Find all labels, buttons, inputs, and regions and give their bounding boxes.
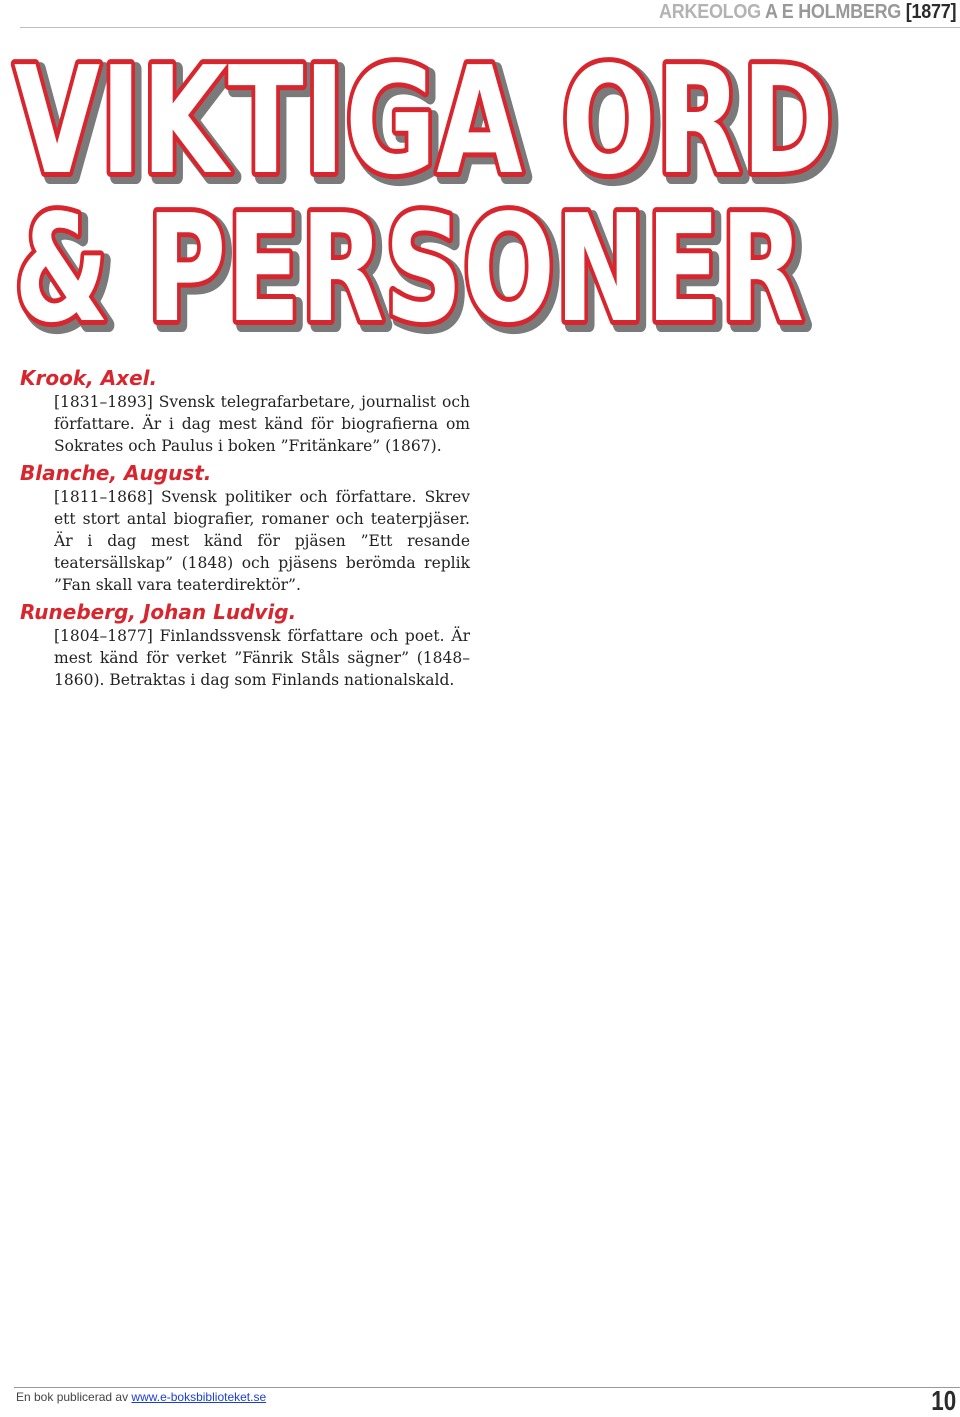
glossary-entry xyxy=(20,598,470,691)
running-head-year: [1877] xyxy=(905,1,956,23)
entry-description: [1804–1877] Finlandssvensk författare och poet. Är mest känd för verket ”Fänrik Ståls sägner” (1848–1860). Betraktas i dag som Finlands nationalskald. xyxy=(54,627,470,689)
header-divider xyxy=(20,27,960,28)
running-head-series: ARKEOLOG xyxy=(658,1,761,23)
footer-credit xyxy=(16,1390,266,1404)
entry-name: Runeberg, Johan Ludvig. xyxy=(20,600,297,625)
publisher-link[interactable]: www.e-boksbiblioteket.se xyxy=(131,1390,267,1404)
page-title xyxy=(0,30,860,340)
entry-name: Blanche, August. xyxy=(20,461,212,486)
footer-prefix: En bok publicerad av xyxy=(16,1390,132,1404)
svg-text:& PERSONER: & PERSONER xyxy=(19,188,809,340)
footer-divider xyxy=(14,1387,960,1388)
title-fill xyxy=(14,35,834,340)
svg-text:VIKTIGA ORD: VIKTIGA ORD xyxy=(14,35,834,207)
running-head-author: A E HOLMBERG xyxy=(764,1,901,23)
svg-text:& PERSONER: & PERSONER xyxy=(14,183,804,340)
glossary-entry xyxy=(20,364,470,457)
glossary-entries xyxy=(20,364,470,694)
svg-text:VIKTIGA ORD: VIKTIGA ORD xyxy=(19,40,839,212)
title-line-1: VIKTIGA ORD xyxy=(14,35,834,207)
glossary-entry xyxy=(20,459,470,596)
entry-description: [1831–1893] Svensk telegrafarbetare, journalist och författare. Är i dag mest känd för biografierna om Sokrates och Paulus i boken ”Fritänkare” (1867). xyxy=(54,393,470,455)
entry-description: [1811–1868] Svensk politiker och författare. Skrev ett stort antal biografier, romaner och teaterpjäser. Är i dag mest känd för pjäsen ”Ett resande teatersällskap” (1848) och pjäsens berömda replik ”Fan skall vara teaterdirektör”. xyxy=(54,488,470,594)
page-number: 10 xyxy=(931,1385,956,1416)
running-head xyxy=(659,0,956,24)
title-line-2: & PERSONER xyxy=(14,183,804,340)
entry-name: Krook, Axel. xyxy=(20,366,158,390)
